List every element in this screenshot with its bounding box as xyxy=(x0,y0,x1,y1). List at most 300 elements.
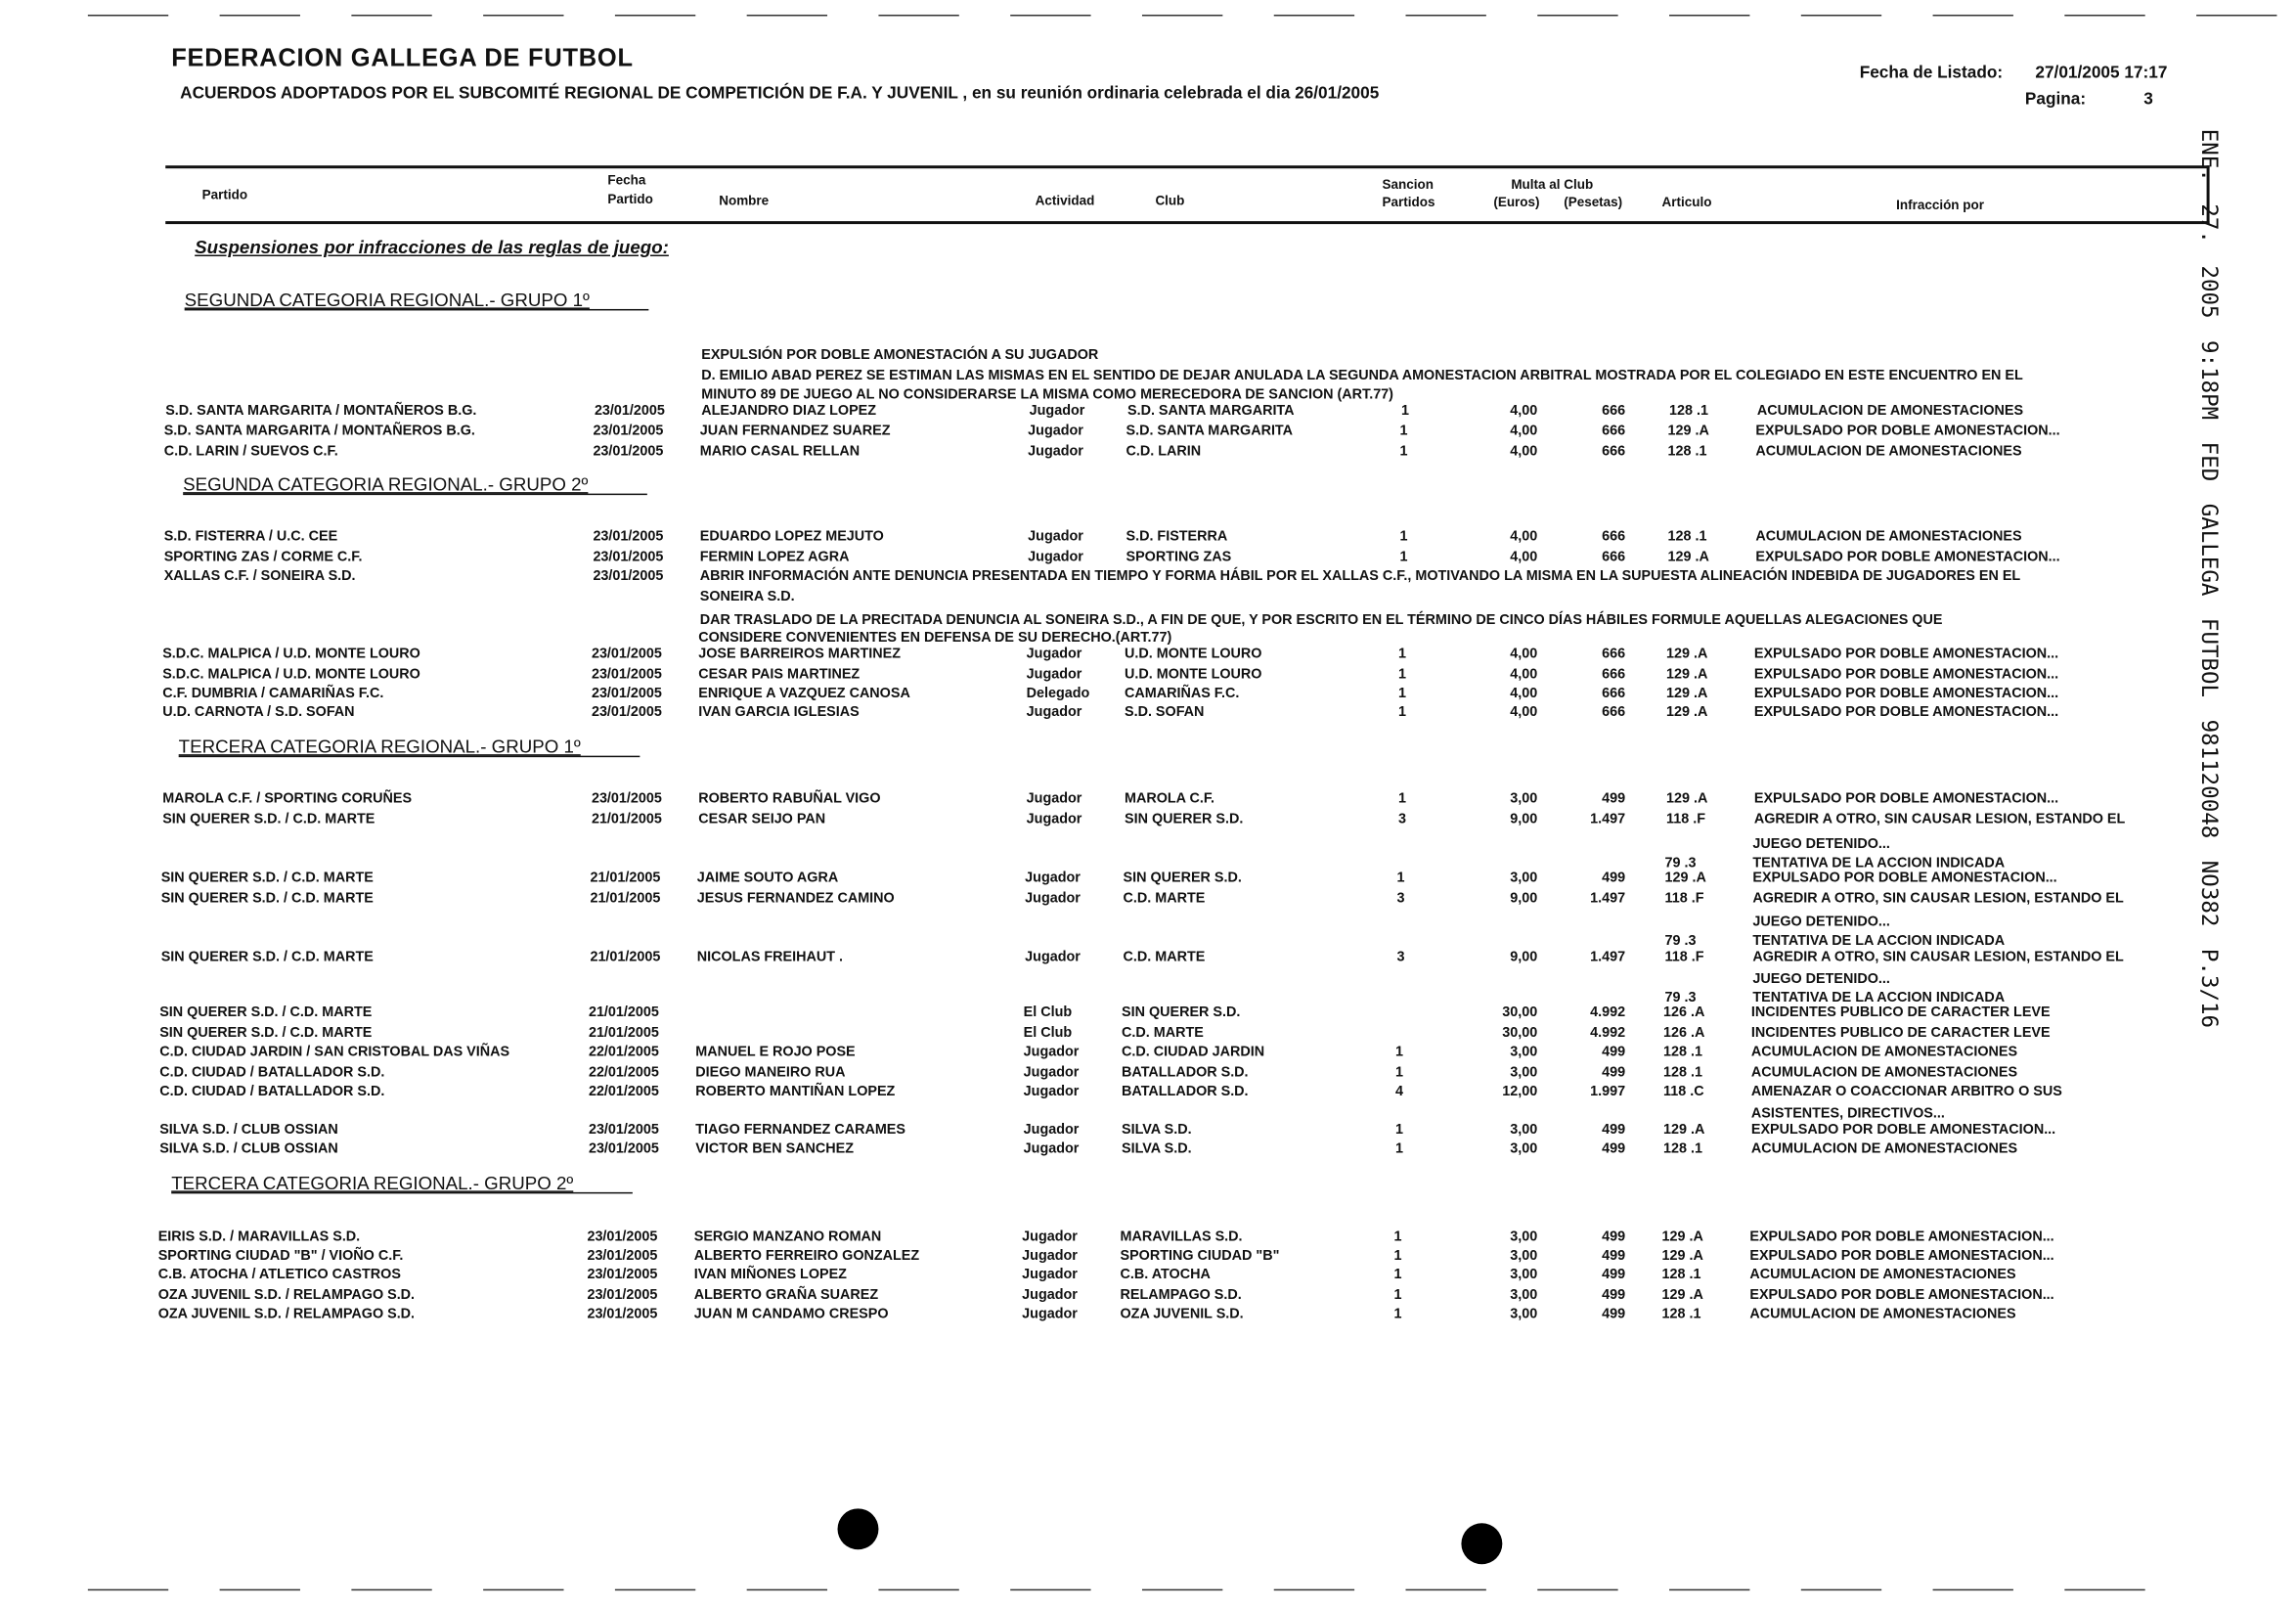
partido-cell: U.D. CARNOTA / S.D. SOFAN xyxy=(162,704,355,721)
club-cell: CAMARIÑAS F.C. xyxy=(1125,685,1240,702)
infraccion-cell: EXPULSADO POR DOBLE AMONESTACION... xyxy=(1753,666,2059,683)
scan-edge-mark xyxy=(1669,1589,1749,1590)
infraccion-cell: AGREDIR A OTRO, SIN CAUSAR LESION, ESTANDO EL xyxy=(1752,890,2124,907)
fecha-cell: 23/01/2005 xyxy=(591,704,662,721)
euros-cell: 3,00 xyxy=(1510,1122,1538,1139)
fecha-cell: 23/01/2005 xyxy=(593,528,664,546)
fecha-cell: 23/01/2005 xyxy=(587,1306,658,1323)
actividad-cell: Jugador xyxy=(1029,402,1085,420)
sancion-cell: 1 xyxy=(1393,1247,1402,1265)
nombre-cell: ABRIR INFORMACIÓN ANTE DENUNCIA PRESENTADA EN TIEMPO Y FORMA HÁBIL POR EL XALLAS C.F., MOTIVANDO LA MISMA EN LA SUPUESTA ALINEACIÓN INDEBIDA DE JUGADORES EN EL xyxy=(699,567,2021,585)
club-cell: OZA JUVENIL S.D. xyxy=(1120,1306,1244,1323)
actividad-cell: Jugador xyxy=(1026,646,1082,662)
punch-hole xyxy=(1461,1523,1502,1564)
scan-edge-mark xyxy=(1801,1589,1881,1590)
scan-edge-mark xyxy=(878,15,958,16)
actividad-cell: Jugador xyxy=(1025,870,1081,886)
club-cell: SILVA S.D. xyxy=(1122,1122,1192,1139)
sancion-cell: 1 xyxy=(1398,646,1407,662)
articulo-cell: 129 .A xyxy=(1666,685,1708,702)
actividad-cell: Jugador xyxy=(1028,443,1083,461)
partido-cell: XALLAS C.F. / SONEIRA S.D. xyxy=(163,567,356,585)
scan-edge-mark xyxy=(1669,15,1749,16)
infraccion-cell: ACUMULACION DE AMONESTACIONES xyxy=(1756,402,2024,420)
club-cell: C.D. MARTE xyxy=(1122,1025,1204,1042)
sancion-cell: 1 xyxy=(1398,790,1407,808)
fax-transmission-header: ENE. 27. 2005 9:18PM FED GALLEGA FUTBOL 981120048 NO382 P.3/16 xyxy=(2196,128,2224,1029)
infraccion-cell: ACUMULACION DE AMONESTACIONES xyxy=(1749,1306,2016,1323)
sancion-cell: 1 xyxy=(1401,402,1410,420)
actividad-cell: Jugador xyxy=(1023,1064,1080,1082)
section-title: Suspensiones por infracciones de las reglas de juego: xyxy=(195,237,669,258)
sancion-cell: 1 xyxy=(1399,528,1408,546)
infraccion-cell: ACUMULACION DE AMONESTACIONES xyxy=(1750,1064,2018,1082)
scan-edge-mark xyxy=(615,15,695,16)
partido-cell: SPORTING CIUDAD "B" / VIOÑO C.F. xyxy=(157,1247,404,1265)
resolution-note: EXPULSIÓN POR DOBLE AMONESTACIÓN A SU JUGADOR xyxy=(701,346,1099,364)
partido-cell: EIRIS S.D. / MARAVILLAS S.D. xyxy=(157,1228,361,1245)
sancion-cell: 1 xyxy=(1395,1064,1404,1082)
euros-cell: 12,00 xyxy=(1502,1084,1538,1100)
nombre-cell: ALEJANDRO DIAZ LOPEZ xyxy=(701,402,877,420)
euros-cell: 3,00 xyxy=(1510,1267,1538,1283)
continuation-articulo-cell: 79 .3 xyxy=(1664,855,1697,871)
infraccion-cell: EXPULSADO POR DOBLE AMONESTACION... xyxy=(1753,685,2059,702)
nombre-cell: EDUARDO LOPEZ MEJUTO xyxy=(699,528,884,546)
euros-cell: 3,00 xyxy=(1510,790,1538,808)
club-cell: S.D. SANTA MARGARITA xyxy=(1126,423,1294,440)
continuation-infraccion-cell: JUEGO DETENIDO... xyxy=(1752,970,1890,988)
continuation-infraccion-cell: TENTATIVA DE LA ACCION INDICADA xyxy=(1752,932,2006,950)
infraccion-cell: EXPULSADO POR DOBLE AMONESTACION... xyxy=(1750,1122,2056,1139)
partido-cell: S.D. SANTA MARGARITA / MONTAÑEROS B.G. xyxy=(165,402,477,420)
club-cell: S.D. SANTA MARGARITA xyxy=(1126,402,1295,420)
actividad-cell: Jugador xyxy=(1028,549,1083,565)
fecha-cell: 23/01/2005 xyxy=(587,1267,658,1283)
scan-edge-mark xyxy=(2196,15,2276,16)
fecha-cell: 23/01/2005 xyxy=(593,549,664,565)
club-cell: C.D. LARIN xyxy=(1126,443,1202,461)
euros-cell: 3,00 xyxy=(1510,1064,1538,1082)
sancion-cell: 1 xyxy=(1395,1122,1404,1139)
fecha-cell: 21/01/2005 xyxy=(588,1005,659,1021)
club-cell: BATALLADOR S.D. xyxy=(1122,1064,1249,1082)
scan-edge-mark xyxy=(1274,1589,1354,1590)
partido-cell: C.B. ATOCHA / ATLETICO CASTROS xyxy=(157,1267,401,1283)
infraccion-cell: EXPULSADO POR DOBLE AMONESTACION... xyxy=(1749,1287,2054,1304)
nombre-cell: DIEGO MANEIRO RUA xyxy=(695,1064,846,1082)
category-heading: SEGUNDA CATEGORIA REGIONAL.- GRUPO 2º xyxy=(183,477,646,495)
partido-cell: SIN QUERER S.D. / C.D. MARTE xyxy=(162,811,375,828)
scan-edge-mark xyxy=(615,1589,695,1590)
articulo-cell: 128 .1 xyxy=(1669,402,1708,420)
document-subtitle: ACUERDOS ADOPTADOS POR EL SUBCOMITÉ REGIONAL DE COMPETICIÓN DE F.A. Y JUVENIL , en su reunión ordinaria celebrada el dia 26/01/2005 xyxy=(180,84,1380,103)
euros-cell: 4,00 xyxy=(1510,402,1538,420)
partido-cell: S.D. SANTA MARGARITA / MONTAÑEROS B.G. xyxy=(163,423,475,440)
nombre-cell: ROBERTO MANTIÑAN LOPEZ xyxy=(695,1084,896,1100)
actividad-cell: Jugador xyxy=(1023,1140,1080,1157)
pesetas-cell: 499 xyxy=(1602,1140,1626,1157)
euros-cell: 4,00 xyxy=(1510,528,1538,546)
partido-cell: C.D. LARIN / SUEVOS C.F. xyxy=(163,443,338,461)
actividad-cell: Jugador xyxy=(1023,1044,1080,1061)
nombre-cell: MANUEL E ROJO POSE xyxy=(695,1044,856,1061)
sancion-cell: 1 xyxy=(1399,423,1408,440)
club-cell: SIN QUERER S.D. xyxy=(1123,870,1242,886)
articulo-cell: 126 .A xyxy=(1663,1005,1705,1021)
fecha-cell: 22/01/2005 xyxy=(588,1044,659,1061)
pesetas-cell: 499 xyxy=(1602,1247,1626,1265)
infraccion-cell: ACUMULACION DE AMONESTACIONES xyxy=(1750,1044,2018,1061)
club-cell: SPORTING CIUDAD "B" xyxy=(1120,1247,1280,1265)
euros-cell: 3,00 xyxy=(1510,1228,1538,1245)
articulo-cell: 128 .1 xyxy=(1667,443,1707,461)
resolution-note: D. EMILIO ABAD PEREZ SE ESTIMAN LAS MISMAS EN EL SENTIDO DE DEJAR ANULADA LA SEGUNDA AMONESTACION ARBITRAL MOSTRADA POR EL COLEGIADO EN ESTE ENCUENTRO EN EL xyxy=(701,367,2023,384)
partido-cell: SIN QUERER S.D. / C.D. MARTE xyxy=(160,890,374,907)
scan-edge-mark xyxy=(220,15,300,16)
fecha-cell: 22/01/2005 xyxy=(588,1064,659,1082)
listing-date-label: Fecha de Listado: xyxy=(1859,64,2004,82)
pesetas-cell: 4.992 xyxy=(1590,1005,1626,1021)
club-cell: RELAMPAGO S.D. xyxy=(1120,1287,1242,1304)
pesetas-cell: 666 xyxy=(1602,528,1626,546)
club-cell: U.D. MONTE LOURO xyxy=(1125,646,1262,662)
club-cell: MAROLA C.F. xyxy=(1125,790,1215,808)
infraccion-cell: INCIDENTES PUBLICO DE CARACTER LEVE xyxy=(1750,1025,2051,1042)
infraccion-cell: INCIDENTES PUBLICO DE CARACTER LEVE xyxy=(1750,1005,2051,1021)
actividad-cell: Jugador xyxy=(1025,949,1081,965)
pesetas-cell: 666 xyxy=(1602,666,1626,683)
actividad-cell: Jugador xyxy=(1022,1267,1078,1283)
scan-edge-mark xyxy=(88,15,168,16)
continuation-infraccion-cell: JUEGO DETENIDO... xyxy=(1752,914,1890,930)
partido-cell: SIN QUERER S.D. / C.D. MARTE xyxy=(159,1005,373,1021)
club-cell: C.D. MARTE xyxy=(1123,890,1206,907)
articulo-cell: 129 .A xyxy=(1667,423,1709,440)
infraccion-cell: EXPULSADO POR DOBLE AMONESTACION... xyxy=(1749,1247,2054,1265)
articulo-cell: 129 .A xyxy=(1661,1228,1703,1245)
nombre-cell: ROBERTO RABUÑAL VIGO xyxy=(698,790,881,808)
club-cell: MARAVILLAS S.D. xyxy=(1120,1228,1243,1245)
articulo-cell: 129 .A xyxy=(1661,1287,1703,1304)
col-actividad: Actividad xyxy=(1035,193,1095,208)
fecha-cell: 23/01/2005 xyxy=(587,1287,658,1304)
partido-cell: S.D.C. MALPICA / U.D. MONTE LOURO xyxy=(162,666,420,683)
partido-cell: C.D. CIUDAD / BATALLADOR S.D. xyxy=(159,1084,385,1100)
fecha-cell: 23/01/2005 xyxy=(591,685,662,702)
articulo-cell: 129 .A xyxy=(1666,666,1708,683)
col-sancion: Sancion xyxy=(1382,177,1434,193)
category-heading: TERCERA CATEGORIA REGIONAL.- GRUPO 1º xyxy=(179,739,640,757)
col-partido: Partido xyxy=(201,187,248,202)
fecha-cell: 21/01/2005 xyxy=(590,890,661,907)
scan-edge-mark xyxy=(1933,1589,2013,1590)
articulo-cell: 128 .1 xyxy=(1667,528,1707,546)
scan-edge-mark xyxy=(747,15,827,16)
fecha-cell: 23/01/2005 xyxy=(593,567,664,585)
club-cell: C.B. ATOCHA xyxy=(1120,1267,1211,1283)
actividad-cell: Jugador xyxy=(1026,666,1082,683)
scan-edge-mark xyxy=(351,1589,431,1590)
club-cell: SILVA S.D. xyxy=(1122,1140,1192,1157)
pesetas-cell: 499 xyxy=(1602,1064,1626,1082)
articulo-cell: 118 .F xyxy=(1664,949,1704,965)
nombre-cell: TIAGO FERNANDEZ CARAMES xyxy=(695,1122,905,1139)
pesetas-cell: 499 xyxy=(1602,1306,1626,1323)
euros-cell: 3,00 xyxy=(1510,1247,1538,1265)
fecha-cell: 23/01/2005 xyxy=(593,423,664,440)
scan-edge-mark xyxy=(1142,15,1222,16)
sancion-cell: 1 xyxy=(1396,870,1405,886)
euros-cell: 4,00 xyxy=(1510,704,1538,721)
continuation-infraccion-cell: ASISTENTES, DIRECTIVOS... xyxy=(1750,1105,1945,1123)
partido-cell: SIN QUERER S.D. / C.D. MARTE xyxy=(160,870,374,886)
pesetas-cell: 666 xyxy=(1602,685,1626,702)
infraccion-cell: EXPULSADO POR DOBLE AMONESTACION... xyxy=(1753,646,2059,662)
actividad-cell: Jugador xyxy=(1022,1287,1078,1304)
fecha-cell: 21/01/2005 xyxy=(590,949,661,965)
actividad-cell: Jugador xyxy=(1026,790,1082,808)
actividad-cell: Jugador xyxy=(1025,890,1081,907)
scan-edge-mark xyxy=(1274,15,1354,16)
club-cell: C.D. MARTE xyxy=(1123,949,1206,965)
pesetas-cell: 499 xyxy=(1602,1122,1626,1139)
pesetas-cell: 4.992 xyxy=(1590,1025,1626,1042)
euros-cell: 4,00 xyxy=(1510,646,1538,662)
partido-cell: SILVA S.D. / CLUB OSSIAN xyxy=(159,1140,338,1157)
articulo-cell: 128 .1 xyxy=(1661,1306,1701,1323)
scan-edge-mark xyxy=(747,1589,827,1590)
articulo-cell: 129 .A xyxy=(1666,646,1708,662)
club-cell: SPORTING ZAS xyxy=(1126,549,1232,565)
scan-edge-mark xyxy=(351,15,431,16)
partido-cell: OZA JUVENIL S.D. / RELAMPAGO S.D. xyxy=(157,1306,416,1323)
club-cell: SIN QUERER S.D. xyxy=(1125,811,1244,828)
actividad-cell: El Club xyxy=(1023,1025,1073,1042)
scan-edge-mark xyxy=(1406,15,1486,16)
scan-edge-mark xyxy=(1801,15,1881,16)
fecha-cell: 23/01/2005 xyxy=(587,1247,658,1265)
actividad-cell: Jugador xyxy=(1028,528,1083,546)
col-sancion-partidos: Partidos xyxy=(1382,195,1435,210)
infraccion-cell: ACUMULACION DE AMONESTACIONES xyxy=(1750,1140,2018,1157)
partido-cell: C.D. CIUDAD JARDIN / SAN CRISTOBAL DAS VIÑAS xyxy=(159,1044,510,1061)
nombre-cell: JAIME SOUTO AGRA xyxy=(696,870,839,886)
articulo-cell: 129 .A xyxy=(1664,870,1706,886)
fecha-cell: 21/01/2005 xyxy=(588,1025,659,1042)
scan-edge-mark xyxy=(1537,1589,1617,1590)
col-nombre: Nombre xyxy=(719,193,770,208)
infraccion-cell: EXPULSADO POR DOBLE AMONESTACION... xyxy=(1752,870,2057,886)
euros-cell: 30,00 xyxy=(1502,1025,1538,1042)
articulo-cell: 129 .A xyxy=(1661,1247,1703,1265)
scan-edge-mark xyxy=(1010,1589,1090,1590)
fecha-cell: 23/01/2005 xyxy=(594,402,665,420)
nombre-cell: IVAN GARCIA IGLESIAS xyxy=(698,704,860,721)
resolution-note: MINUTO 89 DE JUEGO AL NO CONSIDERARSE LA MISMA COMO MERECEDORA DE SANCION (ART.77) xyxy=(701,386,1393,403)
club-cell: C.D. CIUDAD JARDIN xyxy=(1122,1044,1265,1061)
euros-cell: 4,00 xyxy=(1510,443,1538,461)
partido-cell: SIN QUERER S.D. / C.D. MARTE xyxy=(160,949,374,965)
euros-cell: 3,00 xyxy=(1510,1287,1538,1304)
nombre-cell: ALBERTO FERREIRO GONZALEZ xyxy=(693,1247,920,1265)
col-euros: (Euros) xyxy=(1493,195,1540,210)
sancion-cell: 1 xyxy=(1398,685,1407,702)
fecha-cell: 21/01/2005 xyxy=(590,870,661,886)
partido-cell: OZA JUVENIL S.D. / RELAMPAGO S.D. xyxy=(157,1287,416,1304)
sancion-cell: 1 xyxy=(1399,443,1408,461)
nombre-cell: NICOLAS FREIHAUT . xyxy=(696,949,844,965)
partido-cell: S.D.C. MALPICA / U.D. MONTE LOURO xyxy=(162,646,420,662)
federation-title: FEDERACION GALLEGA DE FUTBOL xyxy=(171,43,634,72)
fecha-cell: 23/01/2005 xyxy=(588,1140,659,1157)
scan-edge-mark xyxy=(220,1589,300,1590)
fecha-cell: 23/01/2005 xyxy=(587,1228,658,1245)
sancion-cell: 1 xyxy=(1398,704,1407,721)
nombre-cell: IVAN MIÑONES LOPEZ xyxy=(693,1267,847,1283)
column-header-box xyxy=(165,165,2209,224)
articulo-cell: 128 .1 xyxy=(1661,1267,1701,1283)
punch-hole xyxy=(838,1508,879,1549)
pesetas-cell: 499 xyxy=(1602,1228,1626,1245)
nombre-cell: CESAR SEIJO PAN xyxy=(698,811,826,828)
euros-cell: 9,00 xyxy=(1510,811,1538,828)
fecha-cell: 23/01/2005 xyxy=(588,1122,659,1139)
pesetas-cell: 666 xyxy=(1602,549,1626,565)
euros-cell: 9,00 xyxy=(1510,890,1538,907)
articulo-cell: 118 .F xyxy=(1664,890,1704,907)
articulo-cell: 118 .F xyxy=(1666,811,1705,828)
club-cell: SIN QUERER S.D. xyxy=(1122,1005,1241,1021)
articulo-cell: 129 .A xyxy=(1666,704,1708,721)
partido-cell: SPORTING ZAS / CORME C.F. xyxy=(163,549,363,565)
partido-cell: SILVA S.D. / CLUB OSSIAN xyxy=(159,1122,338,1139)
articulo-cell: 126 .A xyxy=(1663,1025,1705,1042)
euros-cell: 4,00 xyxy=(1510,423,1538,440)
fecha-cell: 23/01/2005 xyxy=(591,790,662,808)
pesetas-cell: 499 xyxy=(1602,1044,1626,1061)
articulo-cell: 128 .1 xyxy=(1663,1064,1703,1082)
fecha-cell: 21/01/2005 xyxy=(591,811,662,828)
sancion-cell: 1 xyxy=(1395,1140,1404,1157)
sancion-cell: 1 xyxy=(1393,1287,1402,1304)
euros-cell: 9,00 xyxy=(1510,949,1538,965)
pesetas-cell: 1.497 xyxy=(1590,890,1626,907)
pesetas-cell: 499 xyxy=(1602,1287,1626,1304)
actividad-cell: Jugador xyxy=(1022,1247,1078,1265)
club-cell: BATALLADOR S.D. xyxy=(1122,1084,1249,1100)
sancion-cell: 3 xyxy=(1396,949,1405,965)
articulo-cell: 118 .C xyxy=(1663,1084,1704,1100)
continuation-articulo-cell: 79 .3 xyxy=(1664,932,1697,950)
scan-edge-mark xyxy=(483,15,563,16)
infraccion-cell: ACUMULACION DE AMONESTACIONES xyxy=(1755,443,2022,461)
articulo-cell: 129 .A xyxy=(1663,1122,1705,1139)
col-pesetas: (Pesetas) xyxy=(1564,195,1623,210)
euros-cell: 3,00 xyxy=(1510,1140,1538,1157)
actividad-cell: Delegado xyxy=(1026,685,1090,702)
articulo-cell: 128 .1 xyxy=(1663,1044,1703,1061)
articulo-cell: 129 .A xyxy=(1667,549,1709,565)
sancion-cell: 3 xyxy=(1398,811,1407,828)
nombre-cell: ENRIQUE A VAZQUEZ CANOSA xyxy=(698,685,910,702)
scan-edge-mark xyxy=(1537,15,1617,16)
sancion-cell: 3 xyxy=(1396,890,1405,907)
col-infraccion: Infracción por xyxy=(1896,198,1985,213)
actividad-cell: Jugador xyxy=(1022,1306,1078,1323)
actividad-cell: Jugador xyxy=(1026,704,1082,721)
fecha-cell: 23/01/2005 xyxy=(591,646,662,662)
col-club: Club xyxy=(1155,193,1185,208)
pesetas-cell: 499 xyxy=(1602,1267,1626,1283)
infraccion-cell: EXPULSADO POR DOBLE AMONESTACION... xyxy=(1753,704,2059,721)
pesetas-cell: 1.997 xyxy=(1590,1084,1626,1100)
euros-cell: 30,00 xyxy=(1502,1005,1538,1021)
partido-cell: MAROLA C.F. / SPORTING CORUÑES xyxy=(162,790,413,808)
scan-edge-mark xyxy=(1142,1589,1222,1590)
infraccion-cell: AGREDIR A OTRO, SIN CAUSAR LESION, ESTANDO EL xyxy=(1752,949,2124,965)
pesetas-cell: 666 xyxy=(1602,402,1626,420)
euros-cell: 3,00 xyxy=(1510,870,1538,886)
col-fecha: Fecha xyxy=(607,172,646,188)
scan-edge-mark xyxy=(483,1589,563,1590)
sancion-cell: 1 xyxy=(1399,549,1408,565)
nombre-cell: JESUS FERNANDEZ CAMINO xyxy=(696,890,895,907)
nombre-cell: JUAN FERNANDEZ SUAREZ xyxy=(699,423,891,440)
club-cell: S.D. FISTERRA xyxy=(1126,528,1228,546)
actividad-cell: Jugador xyxy=(1023,1122,1080,1139)
infraccion-cell: AGREDIR A OTRO, SIN CAUSAR LESION, ESTANDO EL xyxy=(1753,811,2126,828)
euros-cell: 4,00 xyxy=(1510,549,1538,565)
actividad-cell: Jugador xyxy=(1022,1228,1078,1245)
nombre-cell: MARIO CASAL RELLAN xyxy=(699,443,861,461)
scan-edge-mark xyxy=(2064,1589,2144,1590)
infraccion-cell: ACUMULACION DE AMONESTACIONES xyxy=(1755,528,2022,546)
fecha-cell: 23/01/2005 xyxy=(593,443,664,461)
sancion-cell: 1 xyxy=(1395,1044,1404,1061)
euros-cell: 4,00 xyxy=(1510,685,1538,702)
nombre-cell: SERGIO MANZANO ROMAN xyxy=(693,1228,882,1245)
actividad-cell: Jugador xyxy=(1028,423,1083,440)
nombre-cell: JUAN M CANDAMO CRESPO xyxy=(693,1306,889,1323)
nombre-cell: CESAR PAIS MARTINEZ xyxy=(698,666,861,683)
sancion-cell: 1 xyxy=(1393,1267,1402,1283)
page-number: 3 xyxy=(2143,90,2153,109)
category-heading: SEGUNDA CATEGORIA REGIONAL.- GRUPO 1º xyxy=(185,292,648,310)
category-heading: TERCERA CATEGORIA REGIONAL.- GRUPO 2º xyxy=(171,1176,632,1193)
sancion-cell: 1 xyxy=(1393,1306,1402,1323)
continuation-infraccion-cell: JUEGO DETENIDO... xyxy=(1752,836,1890,853)
partido-cell: C.F. DUMBRIA / CAMARIÑAS F.C. xyxy=(162,685,384,702)
actividad-cell: El Club xyxy=(1023,1005,1073,1021)
sancion-cell: 1 xyxy=(1393,1228,1402,1245)
fecha-cell: 22/01/2005 xyxy=(588,1084,659,1100)
nombre-cell: FERMIN LOPEZ AGRA xyxy=(699,549,850,565)
euros-cell: 4,00 xyxy=(1510,666,1538,683)
nombre-cell: JOSE BARREIROS MARTINEZ xyxy=(698,646,901,662)
infraccion-cell: EXPULSADO POR DOBLE AMONESTACION... xyxy=(1755,423,2060,440)
pesetas-cell: 499 xyxy=(1602,870,1626,886)
articulo-cell: 128 .1 xyxy=(1663,1140,1703,1157)
pesetas-cell: 1.497 xyxy=(1590,811,1626,828)
euros-cell: 3,00 xyxy=(1510,1044,1538,1061)
col-multa: Multa al Club xyxy=(1511,177,1594,193)
pesetas-cell: 666 xyxy=(1602,443,1626,461)
infraccion-cell: EXPULSADO POR DOBLE AMONESTACION... xyxy=(1753,790,2059,808)
col-articulo: Articulo xyxy=(1661,195,1712,210)
pesetas-cell: 666 xyxy=(1602,646,1626,662)
infraccion-cell: AMENAZAR O COACCIONAR ARBITRO O SUS xyxy=(1750,1084,2062,1100)
